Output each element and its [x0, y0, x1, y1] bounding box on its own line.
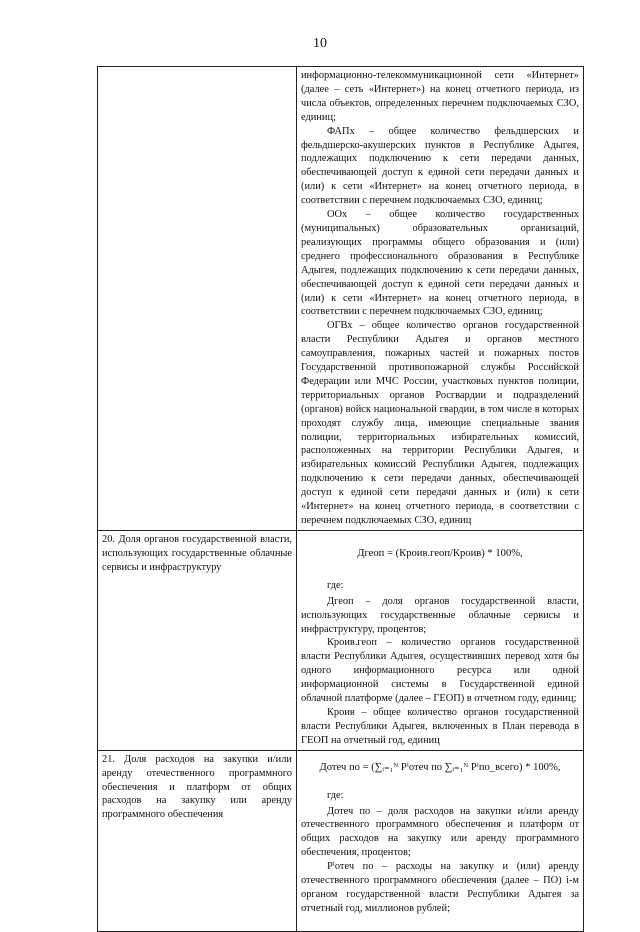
indicator-label: 21. Доля расходов на закупки и/или аренду отечественного программного обеспечения и платформ от общих расходов на закупку или аренду программного обеспечения: [102, 753, 292, 821]
indicator-label: 20. Доля органов государственной власти, использующих государственные облачные сервисы и инфраструктуру: [102, 533, 292, 573]
indicator-name-cell: [98, 530, 297, 750]
paragraph: информационно-телекоммуникационной сети «Интернет» (далее – сеть «Интернет») на конец отчетного периода, из числа объектов, определенных перечнем подключаемых СЗО, единиц;: [301, 70, 579, 123]
paragraph: Кроив.геоп – количество органов государственной власти Республики Адыгея, осуществивших перевод хотя бы одного информационного ресурса или одной информационной системы в Государственной единой облачной платформе (далее – ГЕОП) в отчетном году, единиц;: [301, 637, 579, 705]
table-row: [98, 530, 584, 750]
paragraph: ОГВх – общее количество органов государственной власти Республики Адыгея и органов местного самоуправления, пожарных частей и пожарных постов Государственной противопожарной службы Российской Федерации или МЧС России, участковых пунктов полиции, территориальных органов Росгвардии и подразделений (органов) войск национальной гвардии, в том числе в которых проходят службу лица, имеющие специальные звания полиции, территориальных избирательных комиссий, расположенных на территории Республики Адыгея, и избирательных комиссий Республики Адыгея, подлежащих подключению к сети передачи данных, обеспечивающей доступ к единой сети передачи данных и (или) к сети «Интернет» на конец отчетного периода, в соответствии с перечнем подключаемых СЗО, единиц: [301, 320, 579, 526]
formula: Дгеоп = (Кроив.геоп/Кроив) * 100%,: [357, 547, 523, 559]
where-label: где:: [327, 579, 344, 591]
page-number: 10: [313, 36, 327, 51]
where-label: где:: [327, 789, 344, 801]
paragraph: Кроив – общее количество органов государственной власти Республики Адыгея, включенных в План перевода в ГЕОП на отчетный год, единиц: [301, 706, 579, 746]
indicators-table: [97, 66, 584, 932]
indicator-name-cell: [98, 67, 297, 531]
paragraph: ФАПх – общее количество фельдшерских и фельдшерско-акушерских пунктов в Республике Адыгея, подлежащих подключению к сети передачи данных, обеспечивающей доступ к единой сети передачи данных и (или) к сети «Интернет» на конец отчетного периода, в соответствии с перечнем подключаемых СЗО, единиц;: [301, 125, 579, 207]
indicator-name-cell: [98, 750, 297, 931]
table-row: [98, 67, 584, 531]
paragraph: Дотеч по – доля расходов на закупки и/или аренду отечественного программного обеспечения и платформ от общих расходов на закупку или аренду программного обеспечения, процентов;: [301, 805, 579, 859]
method-cell: [297, 67, 584, 531]
method-cell: [297, 750, 584, 931]
table-row: [98, 750, 584, 931]
paragraph: Дгеоп – доля органов государственной власти, использующих государственные облачные сервисы и инфраструктуру, процентов;: [301, 595, 579, 635]
paragraph: ООх – общее количество государственных (муниципальных) образовательных организаций, реализующих программы общего образования и (или) среднего профессионального образования в Республике Адыгея, подлежащих подключению к сети передачи данных, обеспечивающей доступ к единой сети передачи данных и (или) к сети «Интернет» на конец отчетного периода, в соответствии с перечнем подключаемых СЗО, единиц;: [301, 209, 579, 318]
paragraph: Pⁱотеч по – расходы на закупку и (или) аренду отечественного программного обеспечения (далее – ПО) i-м органом государственной власти Республики Адыгея за отчетный год, миллионов рублей;: [301, 861, 579, 914]
formula: Дотеч по = (∑ᵢ₌₁ᴺ Pⁱотеч по ∑ᵢ₌₁ᴺ Pⁱпо_всего) * 100%,: [319, 761, 561, 773]
method-cell: [297, 530, 584, 750]
